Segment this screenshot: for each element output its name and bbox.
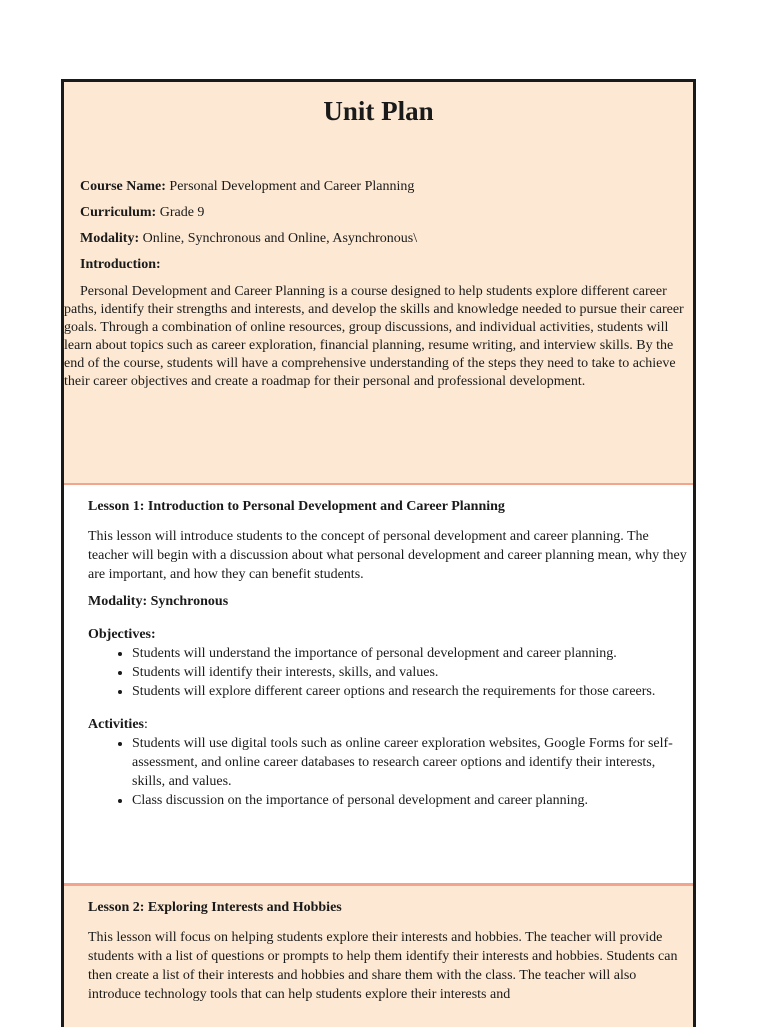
course-name-field bbox=[64, 178, 693, 196]
list-item: • Students will identify their interests, skills, and values. bbox=[132, 663, 687, 682]
unit-plan-document bbox=[61, 79, 696, 1027]
introduction-text: Personal Development and Career Planning is a course designed to help students explore different career paths, identify their strengths and interests, and develop the skills and knowledge needed to pursue their career goals. Through a combination of online resources, group discussions, and individual activities, students will learn about topics such as career exploration, financial planning, resume writing, and interview skills. By the end of the course, students will have a comprehensive understanding of the steps they need to take to achieve their career objectives and create a roadmap for their personal and professional development. bbox=[64, 284, 684, 389]
curriculum-value: Grade 9 bbox=[159, 205, 205, 220]
modality-value: Online, Synchronous and Online, Asynchronous\ bbox=[142, 231, 418, 246]
objectives-list bbox=[88, 644, 687, 701]
list-item: • Students will use digital tools such as online career exploration websites, Google Forms for self-assessment, and online career databases to research career options and identify their interests, skills, and values. bbox=[132, 734, 687, 791]
curriculum-field bbox=[64, 204, 693, 222]
objectives-heading: Objectives: bbox=[88, 627, 156, 642]
lesson-1-title: Lesson 1: Introduction to Personal Development and Career Planning bbox=[88, 499, 505, 514]
lesson-1-description: This lesson will introduce students to the concept of personal development and career planning. The teacher will begin with a discussion about what personal development and career planning mean, why they are important, and how they can benefit students. bbox=[88, 529, 687, 582]
lesson-2-description: This lesson will focus on helping students explore their interests and hobbies. The teacher will provide students with a list of questions or prompts to help them identify their interests and hobbies. Students can then create a list of their interests and hobbies and share them with the class. The teacher will also introduce technology tools that can help students explore their interests and bbox=[88, 930, 678, 1002]
activities-label: Activities bbox=[88, 717, 144, 732]
activities-heading bbox=[88, 715, 687, 734]
lesson-2-section bbox=[64, 886, 693, 1027]
page-title: Unit Plan bbox=[323, 96, 434, 126]
introduction-heading bbox=[64, 256, 693, 274]
course-overview-section bbox=[64, 82, 693, 485]
activities-colon: : bbox=[143, 717, 148, 732]
course-name-value: Personal Development and Career Planning bbox=[169, 179, 415, 194]
list-item: • Class discussion on the importance of personal development and career planning. bbox=[132, 791, 687, 810]
activities-list bbox=[88, 734, 687, 810]
lesson-2-title: Lesson 2: Exploring Interests and Hobbies bbox=[88, 900, 342, 915]
course-name-label: Course Name: bbox=[80, 179, 166, 194]
introduction-label: Introduction: bbox=[80, 257, 161, 272]
curriculum-label: Curriculum: bbox=[80, 205, 157, 220]
modality-field bbox=[64, 230, 693, 248]
list-item: • Students will understand the importance of personal development and career planning. bbox=[132, 644, 687, 663]
lesson-1-section bbox=[64, 485, 693, 886]
list-item: • Students will explore different career options and research the requirements for those careers. bbox=[132, 682, 687, 701]
lesson-1-modality: Modality: Synchronous bbox=[88, 594, 229, 609]
modality-label: Modality: bbox=[80, 231, 140, 246]
